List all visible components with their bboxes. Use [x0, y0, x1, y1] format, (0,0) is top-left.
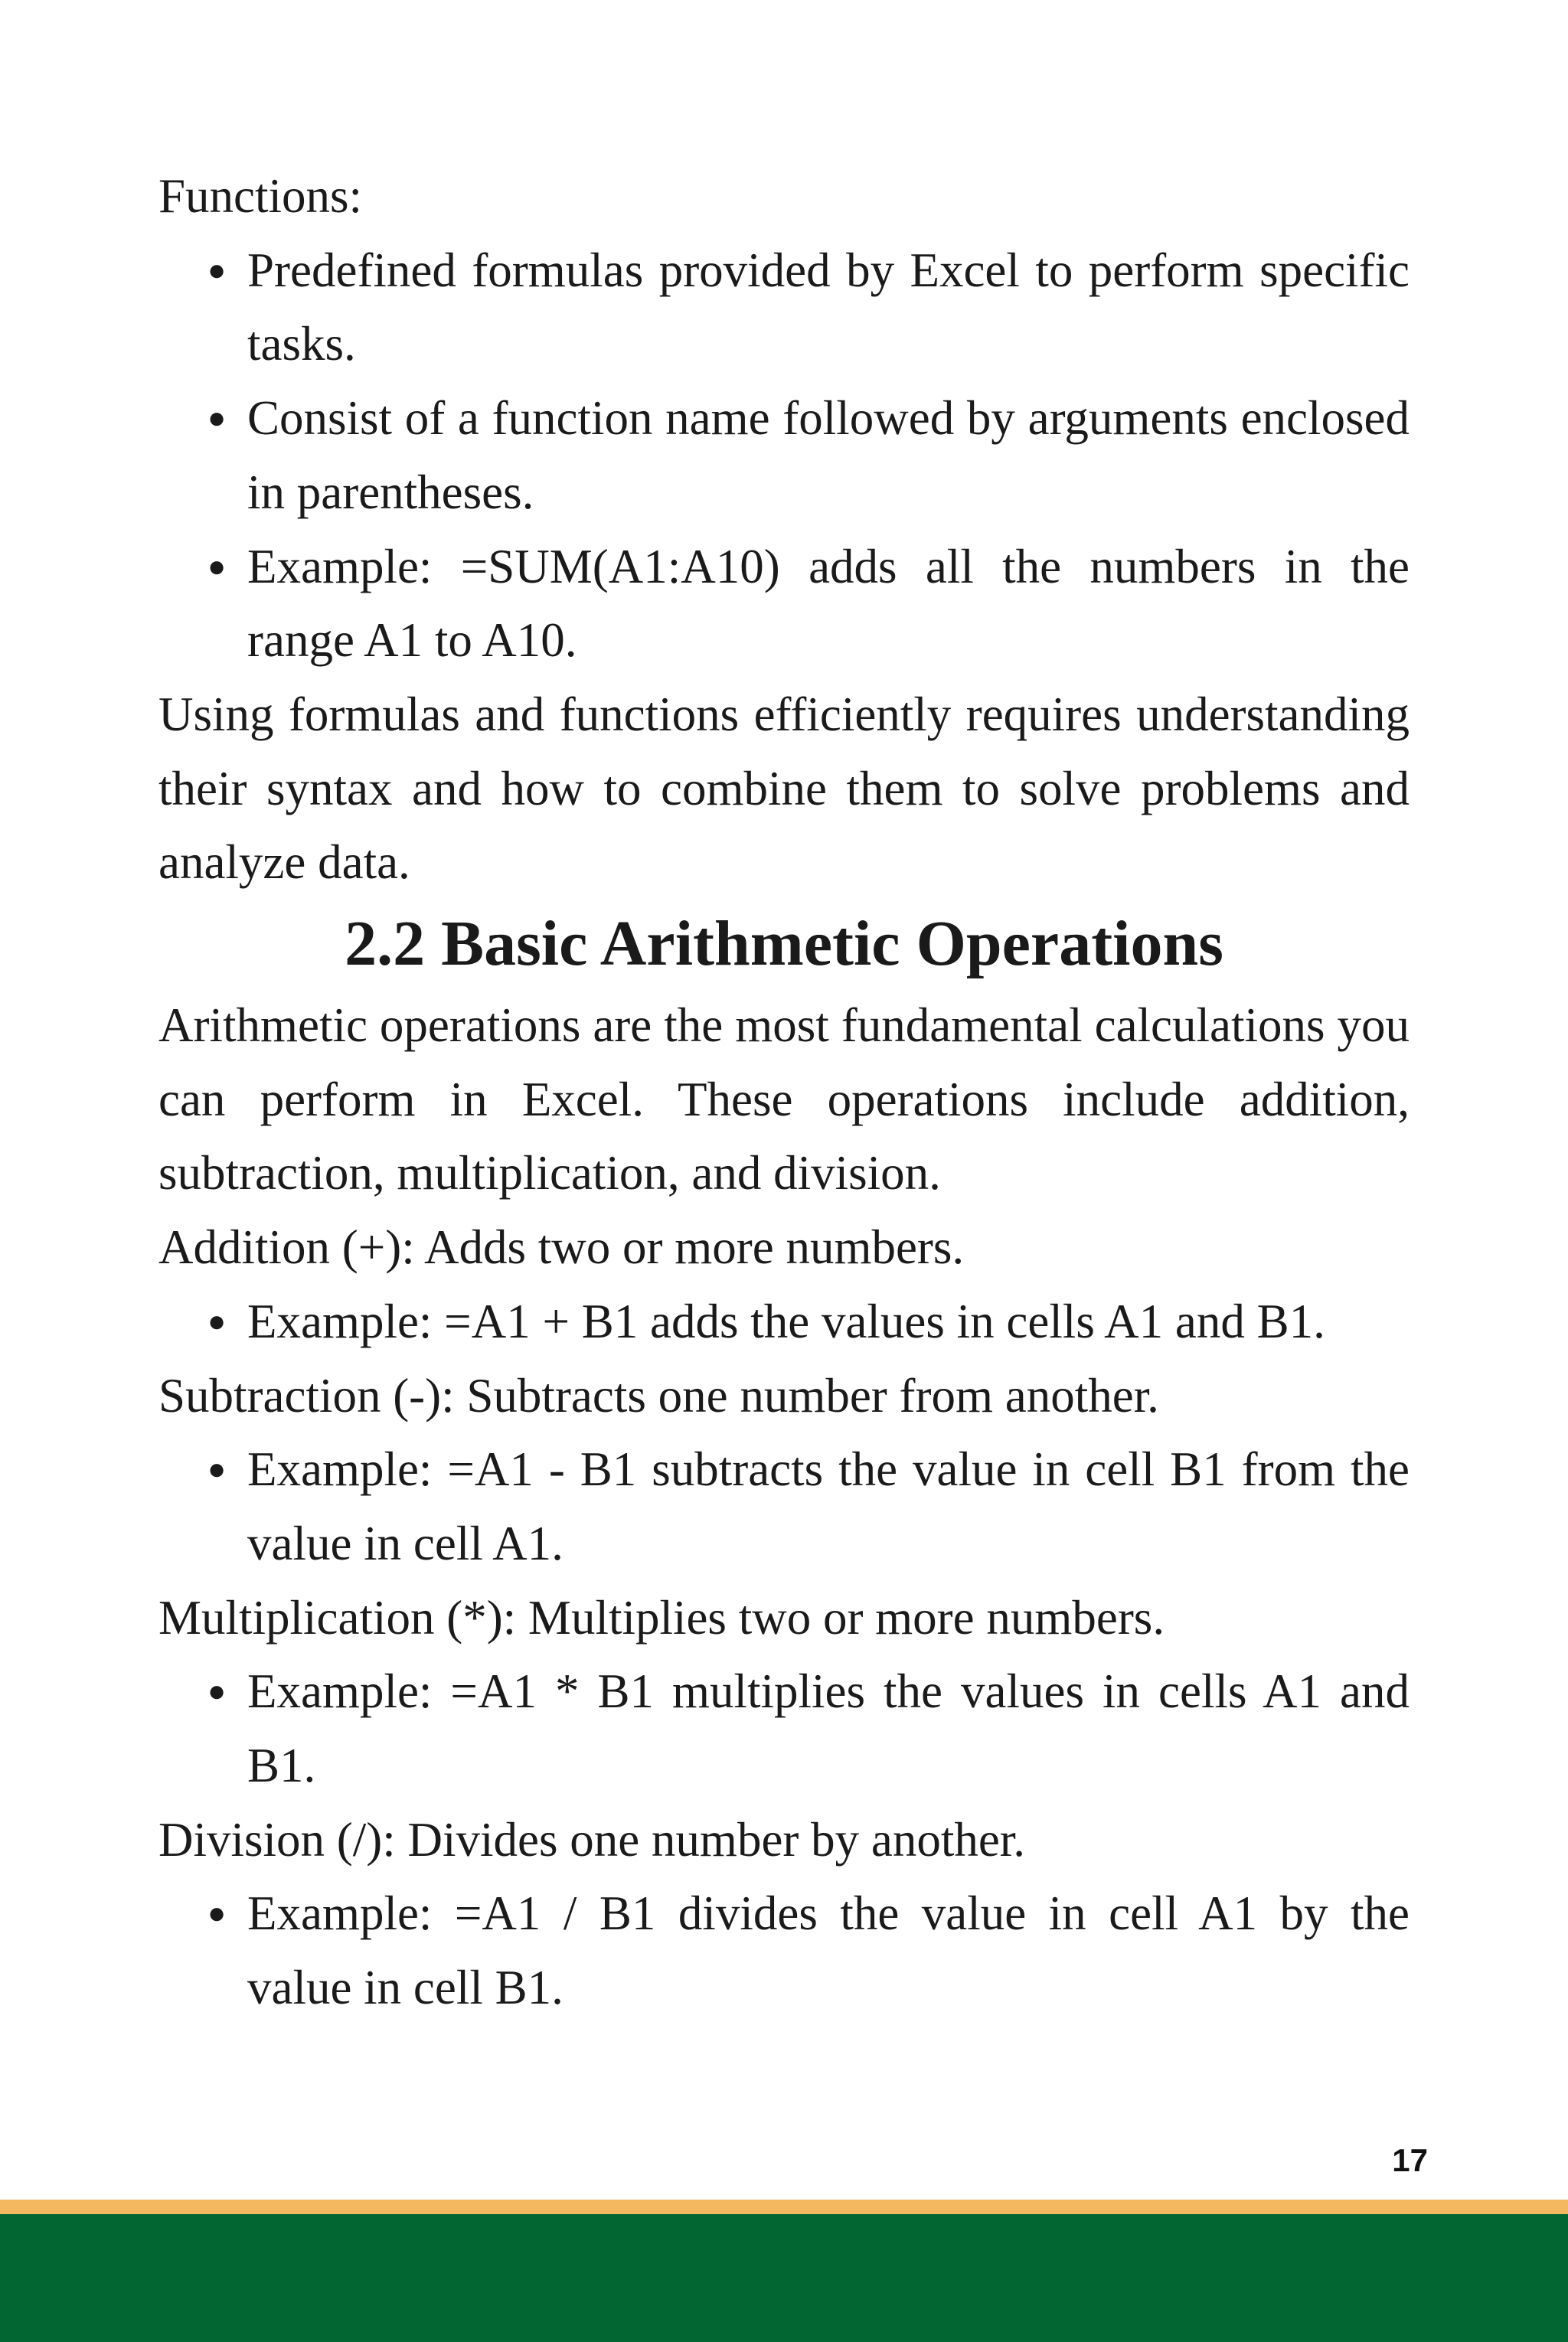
subtraction-example	[158, 1432, 1410, 1580]
bullet-dot-icon: ●	[207, 548, 227, 583]
division-example	[158, 1877, 1410, 2024]
section-intro-paragraph: Arithmetic operations are the most fundamental calculations you can perform in Excel. These operations include addition, subtraction, multiplication, and division.	[158, 998, 1410, 1200]
functions-bullet-text: Predefined formulas provided by Excel to perform specific tasks.	[247, 243, 1410, 371]
subtraction-bullet-list	[158, 1432, 1410, 1580]
addition-example	[158, 1285, 1410, 1359]
page-number: 17	[1392, 2142, 1428, 2178]
functions-bullet-item	[158, 530, 1410, 678]
subtraction-label: Subtraction (-): Subtracts one number from another.	[158, 1368, 1159, 1423]
functions-bullet-item	[158, 234, 1410, 381]
subtraction-example-text: Example: =A1 - B1 subtracts the value in cell B1 from the value in cell A1.	[247, 1442, 1410, 1570]
division-example-text: Example: =A1 / B1 divides the value in cell A1 by the value in cell B1.	[247, 1886, 1410, 2015]
functions-bullet-text: Example: =SUM(A1:A10) adds all the numbers in the range A1 to A10.	[247, 539, 1410, 668]
bullet-dot-icon: ●	[207, 400, 227, 436]
division-bullet-list	[158, 1877, 1410, 2024]
functions-bullet-list	[158, 234, 1410, 678]
multiplication-example-text: Example: =A1 * B1 multiplies the values in cells A1 and B1.	[247, 1664, 1410, 1793]
summary-paragraph: Using formulas and functions efficiently requires understanding their syntax and how to combine them to solve problems and analyze data.	[158, 687, 1410, 890]
functions-bullet-text: Consist of a function name followed by arguments enclosed in parentheses.	[247, 391, 1410, 519]
addition-example-text: Example: =A1 + B1 adds the values in cells A1 and B1.	[247, 1294, 1325, 1348]
division-label: Division (/): Divides one number by another.	[158, 1812, 1026, 1867]
footer-accent-bar	[0, 2200, 1568, 2214]
bullet-dot-icon: ●	[207, 1896, 227, 1931]
addition-bullet-list	[158, 1285, 1410, 1359]
section-heading: 2.2 Basic Arithmetic Operations	[345, 908, 1223, 980]
bullet-dot-icon: ●	[207, 1303, 227, 1338]
bullet-dot-icon: ●	[207, 252, 227, 287]
multiplication-example	[158, 1654, 1410, 1802]
footer-band	[0, 2214, 1568, 2342]
functions-bullet-item	[158, 381, 1410, 529]
bullet-dot-icon: ●	[207, 1674, 227, 1709]
addition-label: Addition (+): Adds two or more numbers.	[158, 1220, 965, 1275]
multiplication-bullet-list	[158, 1654, 1410, 1802]
functions-label: Functions:	[158, 169, 363, 223]
multiplication-label: Multiplication (*): Multiplies two or more numbers.	[158, 1590, 1165, 1645]
bullet-dot-icon: ●	[207, 1452, 227, 1487]
page-content	[158, 159, 1410, 2025]
